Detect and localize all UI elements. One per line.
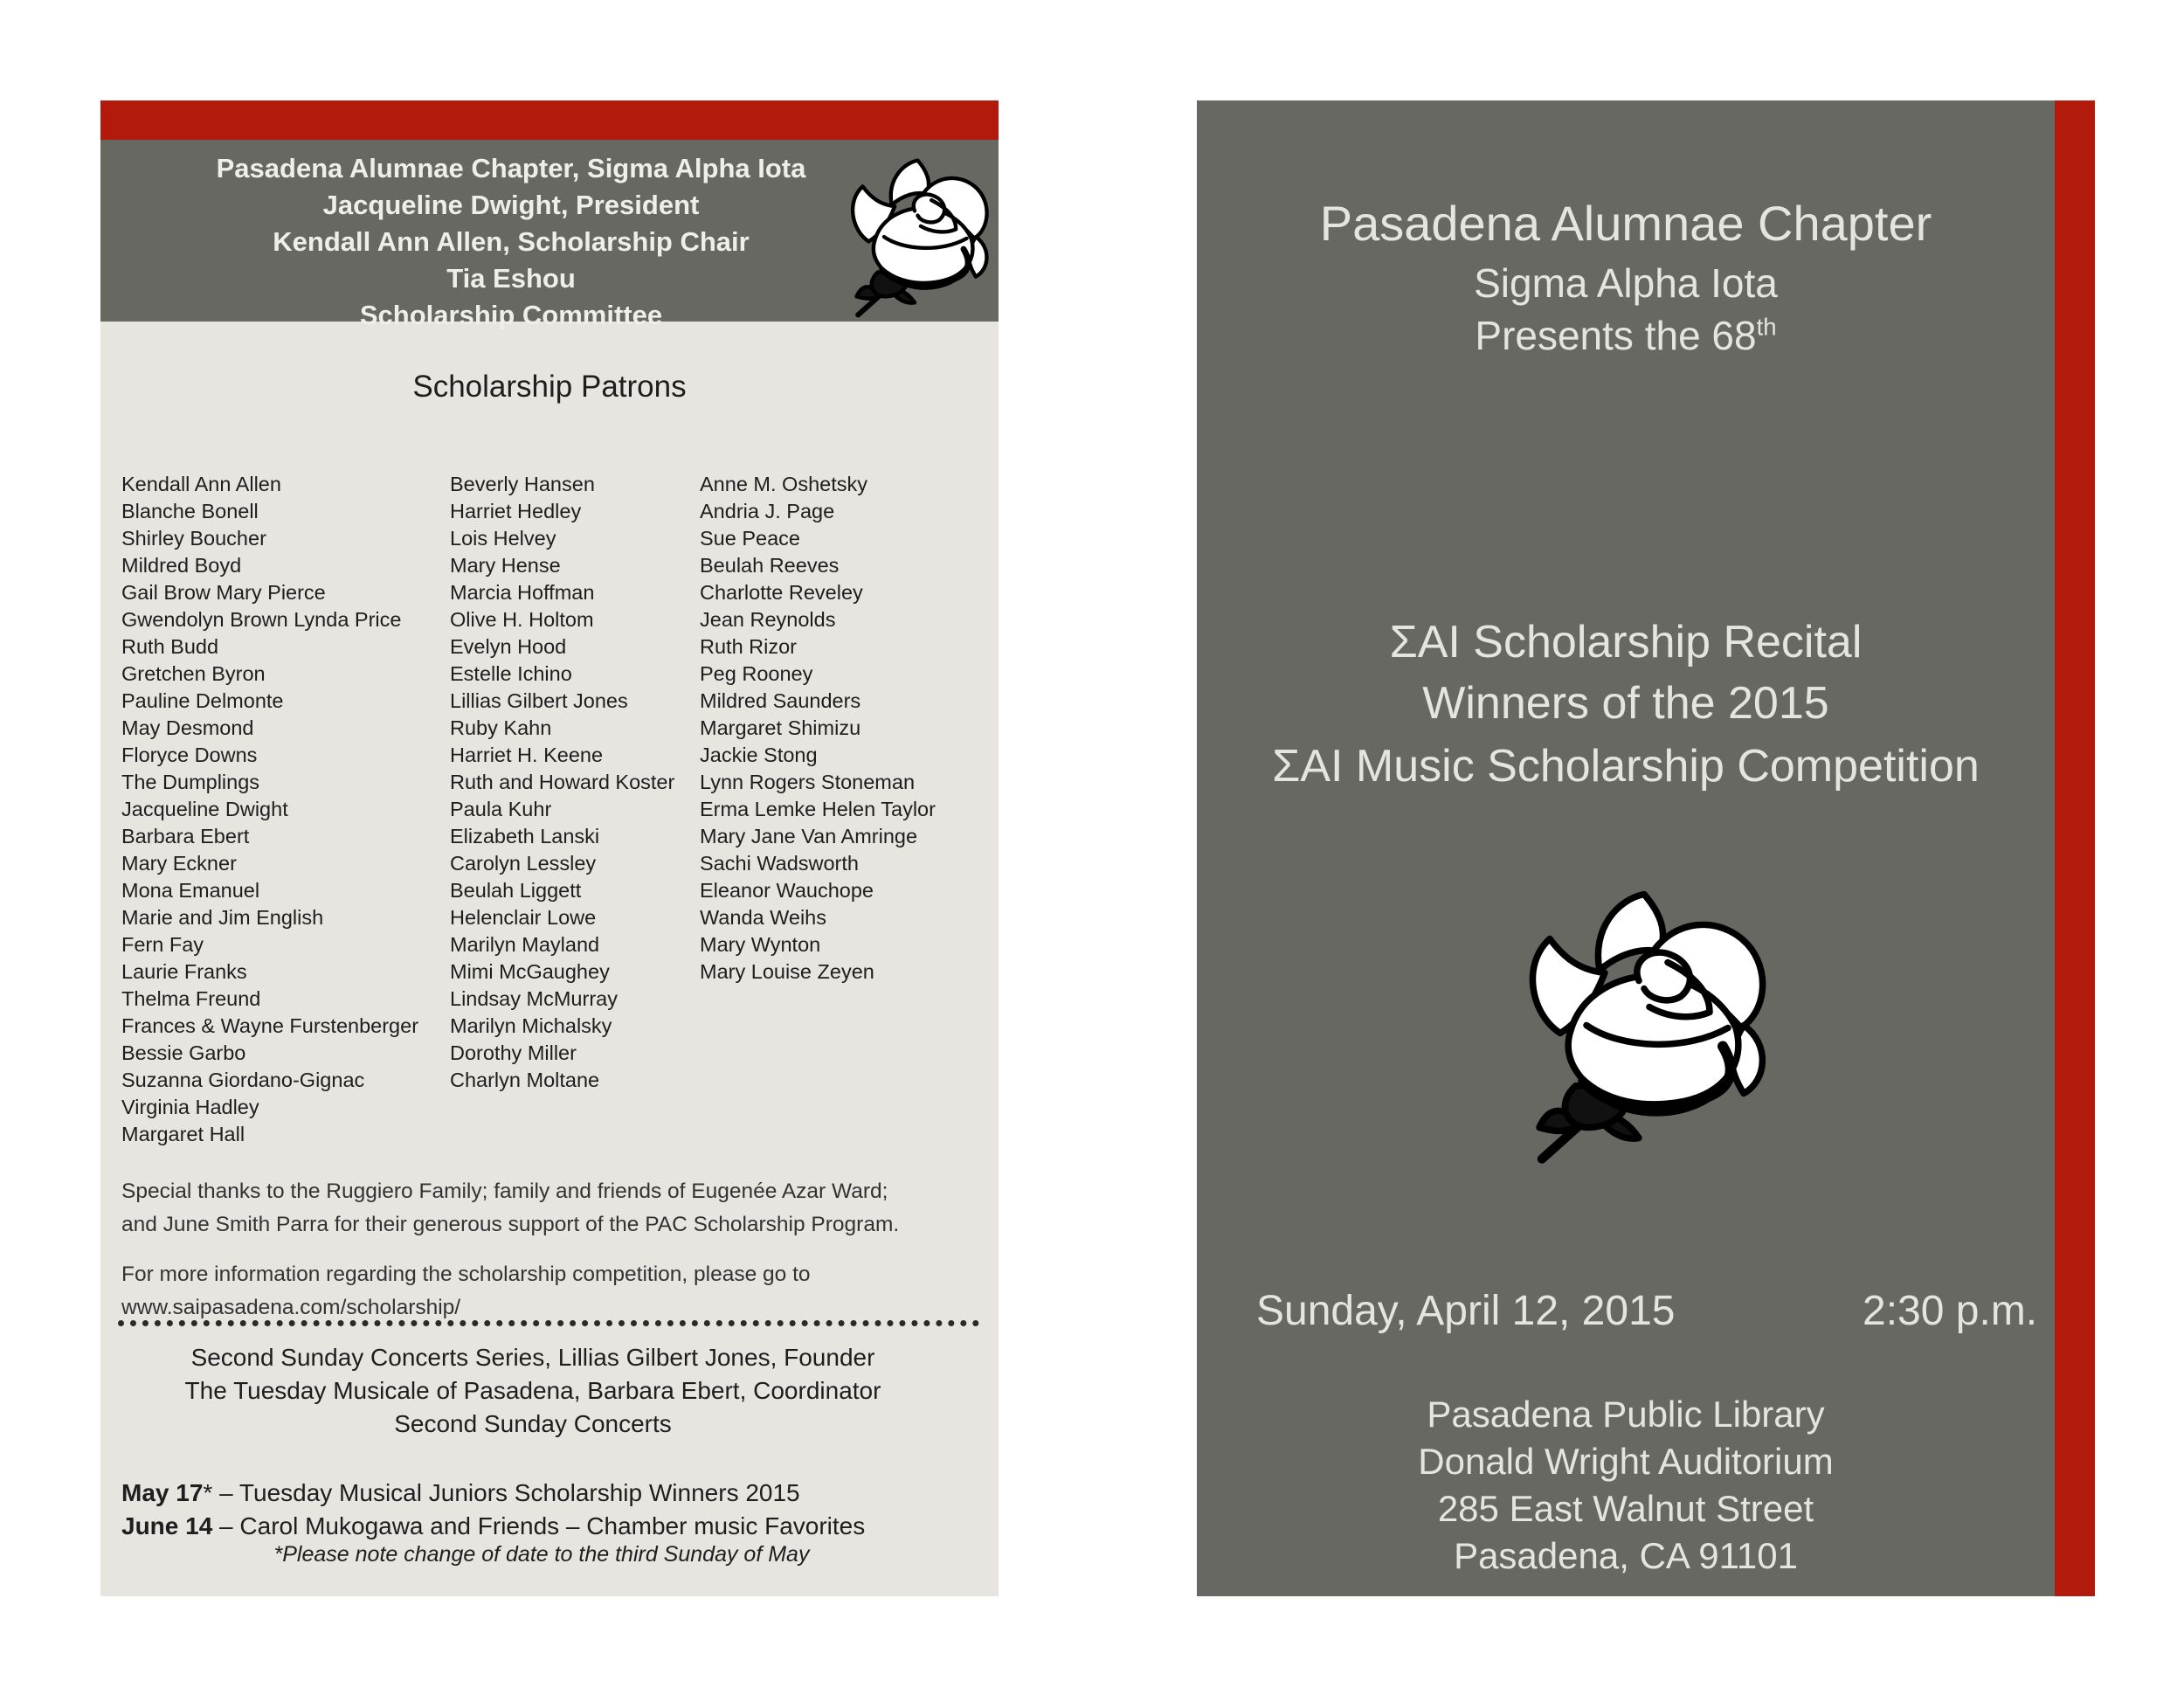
- patron-name: Marcia Hoffman: [450, 581, 595, 604]
- patron-name: Ruth Budd: [121, 635, 219, 658]
- patron-name: Jackie Stong: [700, 744, 818, 766]
- patron-name: Barbara Ebert: [121, 825, 250, 847]
- patron-name: Charlotte Reveley: [700, 581, 863, 604]
- patron-name: Mary Eckner: [121, 852, 237, 875]
- patron-name: Mary Wynton: [700, 933, 821, 956]
- accent-bar-top: [100, 100, 999, 140]
- venue-street: 285 East Walnut Street: [1437, 1488, 1814, 1529]
- patron-name: Dorothy Miller: [450, 1041, 577, 1064]
- header-chapter-name: Pasadena Alumnae Chapter, Sigma Alpha Iota: [216, 153, 806, 183]
- patron-name: Mona Emanuel: [121, 879, 260, 902]
- patron-name: Gwendolyn Brown Lynda Price: [121, 608, 402, 631]
- patron-name: Beverly Hansen: [450, 473, 595, 495]
- patron-name: Ruth Rizor: [700, 635, 798, 658]
- patron-name: Harriet H. Keene: [450, 744, 604, 766]
- patron-name: Ruth and Howard Koster: [450, 771, 675, 793]
- musicale-line: The Tuesday Musicale of Pasadena, Barbara Ebert, Coordinator: [184, 1377, 881, 1404]
- patron-name: Harriet Hedley: [450, 500, 582, 522]
- patron-name: Mary Hense: [450, 554, 561, 577]
- concert-date: June 14: [121, 1512, 213, 1539]
- cover-sorority-name: Sigma Alpha Iota: [1474, 260, 1778, 306]
- patron-name: Thelma Freund: [121, 987, 261, 1010]
- winners-line: Winners of the 2015: [1422, 678, 1829, 729]
- patron-name: Fern Fay: [121, 933, 204, 956]
- concert-description: – Carol Mukogawa and Friends – Chamber music Favorites: [212, 1512, 866, 1539]
- patron-name: Andria J. Page: [700, 500, 835, 522]
- ordinal-suffix: th: [1756, 313, 1777, 341]
- patron-name: Lindsay McMurray: [450, 987, 618, 1010]
- second-sunday-line: Second Sunday Concerts: [394, 1410, 672, 1437]
- info-line: For more information regarding the scholarship competition, please go to: [121, 1263, 811, 1286]
- header-committee: Scholarship Committee: [359, 300, 663, 330]
- patron-name: Mimi McGaughey: [450, 960, 610, 983]
- patron-name: Lynn Rogers Stoneman: [700, 771, 916, 793]
- concert-item: [121, 1512, 865, 1540]
- rose-icon: [841, 155, 994, 321]
- patron-name: The Dumplings: [121, 771, 260, 793]
- patron-name: Paula Kuhr: [450, 798, 552, 820]
- patron-name: Helenclair Lowe: [450, 906, 597, 929]
- concert-series-line: Second Sunday Concerts Series, Lillias Gilbert Jones, Founder: [190, 1344, 875, 1371]
- patron-name: Shirley Boucher: [121, 527, 266, 550]
- patron-name: Marie and Jim English: [121, 906, 324, 929]
- cover-presents: [1197, 312, 2055, 359]
- patron-name: Olive H. Holtom: [450, 608, 594, 631]
- patron-name: Mildred Saunders: [700, 689, 861, 712]
- competition-line: ΣAI Music Scholarship Competition: [1272, 741, 1980, 792]
- header-president: Jacqueline Dwight, President: [322, 190, 700, 220]
- concert-item: [121, 1479, 800, 1507]
- patron-name: Gretchen Byron: [121, 662, 266, 685]
- patron-name: Ruby Kahn: [450, 716, 552, 739]
- header-scholarship-chair: Kendall Ann Allen, Scholarship Chair: [273, 226, 750, 257]
- recital-date: Sunday, April 12, 2015: [1256, 1288, 1676, 1334]
- recital-time: 2:30 p.m.: [1863, 1288, 2038, 1334]
- patron-name: Frances & Wayne Furstenberger: [121, 1014, 419, 1037]
- thanks-text: [121, 1175, 995, 1242]
- concert-date: May 17: [121, 1479, 204, 1506]
- patron-name: Marilyn Michalsky: [450, 1014, 612, 1037]
- patron-name: May Desmond: [121, 716, 254, 739]
- patron-name: Lillias Gilbert Jones: [450, 689, 628, 712]
- cover-chapter-name: Pasadena Alumnae Chapter: [1319, 196, 1932, 251]
- info-text: [121, 1258, 995, 1325]
- patron-name: Kendall Ann Allen: [121, 473, 281, 495]
- patron-column-3: [700, 471, 936, 986]
- scholarship-url[interactable]: www.saipasadena.com/scholarship/: [121, 1296, 461, 1319]
- venue-city: Pasadena, CA 91101: [1454, 1535, 1798, 1576]
- patron-name: Peg Rooney: [700, 662, 813, 685]
- patron-name: Charlyn Moltane: [450, 1069, 600, 1091]
- patron-name: Beulah Liggett: [450, 879, 582, 902]
- patron-name: Laurie Franks: [121, 960, 247, 983]
- thanks-line: and June Smith Parra for their generous support of the PAC Scholarship Program.: [121, 1213, 900, 1236]
- patron-name: Eleanor Wauchope: [700, 879, 874, 902]
- rose-icon: [1513, 887, 1775, 1166]
- patron-name: Estelle Ichino: [450, 662, 572, 685]
- patron-column-2: [450, 471, 674, 1094]
- patron-name: Floryce Downs: [121, 744, 258, 766]
- patron-name: Virginia Hadley: [121, 1096, 259, 1118]
- date-change-note: *Please note change of date to the third Sunday of May: [273, 1542, 810, 1567]
- patron-name: Blanche Bonell: [121, 500, 259, 522]
- patron-name: Beulah Reeves: [700, 554, 840, 577]
- program-back-page: [100, 100, 999, 1596]
- patron-name: Wanda Weihs: [700, 906, 826, 929]
- program-cover: [1197, 100, 2095, 1596]
- patron-name: Sue Peace: [700, 527, 800, 550]
- patron-name: Pauline Delmonte: [121, 689, 284, 712]
- patron-name: Erma Lemke Helen Taylor: [700, 798, 936, 820]
- patrons-title: Scholarship Patrons: [412, 370, 687, 404]
- thanks-line: Special thanks to the Ruggiero Family; family and friends of Eugenée Azar Ward;: [121, 1180, 888, 1203]
- patron-name: Jacqueline Dwight: [121, 798, 288, 820]
- accent-bar-right: [2055, 100, 2095, 1596]
- patron-name: Carolyn Lessley: [450, 852, 597, 875]
- patron-name: Evelyn Hood: [450, 635, 567, 658]
- patron-name: Jean Reynolds: [700, 608, 836, 631]
- venue-auditorium: Donald Wright Auditorium: [1418, 1441, 1834, 1482]
- recital-title: ΣΑΙ Scholarship Recital: [1389, 617, 1863, 668]
- patron-name: Gail Brow Mary Pierce: [121, 581, 326, 604]
- patron-name: Margaret Hall: [121, 1123, 245, 1145]
- patron-name: Mary Jane Van Amringe: [700, 825, 918, 847]
- patron-name: Bessie Garbo: [121, 1041, 246, 1064]
- patron-name: Anne M. Oshetsky: [700, 473, 867, 495]
- patron-name: Elizabeth Lanski: [450, 825, 600, 847]
- patron-name: Lois Helvey: [450, 527, 556, 550]
- patron-name: Suzanna Giordano-Gignac: [121, 1069, 365, 1091]
- patron-name: Margaret Shimizu: [700, 716, 861, 739]
- patron-name: Marilyn Mayland: [450, 933, 600, 956]
- patron-column-1: [121, 471, 418, 1148]
- header-member: Tia Eshou: [446, 263, 576, 294]
- presents-text: Presents the 68: [1475, 313, 1757, 358]
- patron-name: Mildred Boyd: [121, 554, 242, 577]
- concert-description: * – Tuesday Musical Juniors Scholarship Winners 2015: [203, 1479, 800, 1506]
- patron-name: Sachi Wadsworth: [700, 852, 859, 875]
- patron-name: Mary Louise Zeyen: [700, 960, 874, 983]
- venue-library: Pasadena Public Library: [1427, 1394, 1825, 1435]
- dotted-divider: [118, 1320, 979, 1326]
